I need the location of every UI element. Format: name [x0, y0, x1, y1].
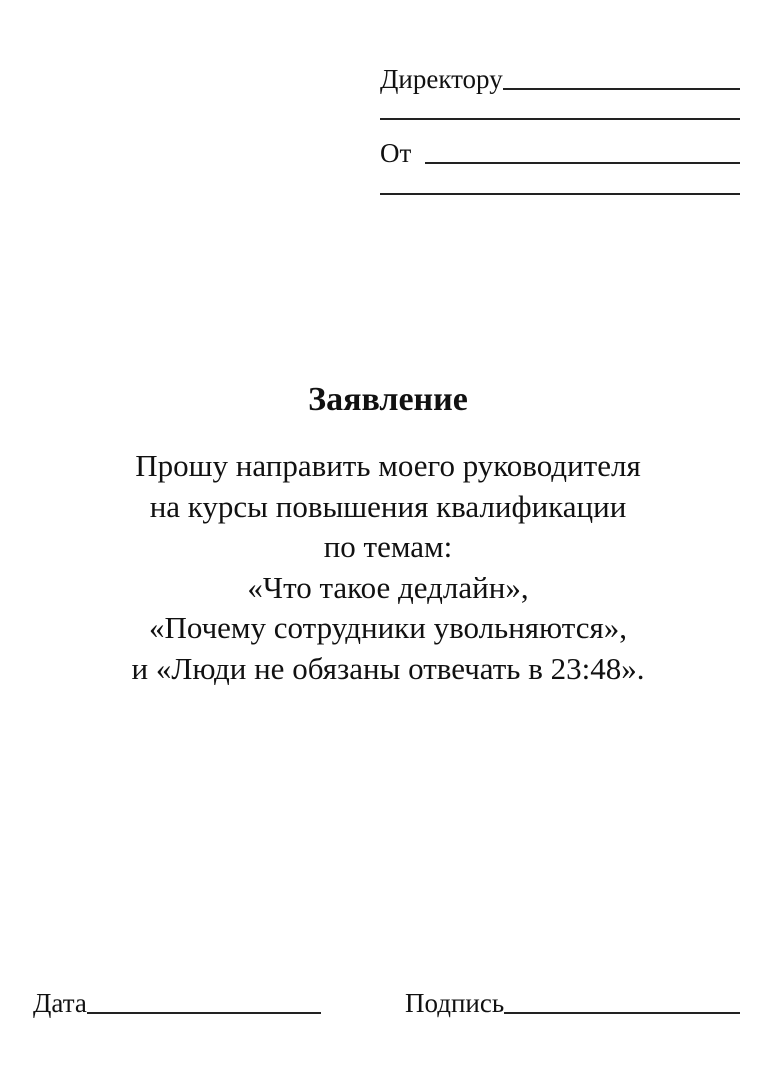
date-blank-line[interactable]: [87, 1011, 321, 1014]
date-field: [33, 982, 321, 1018]
application-body: [0, 446, 776, 689]
signature-field: [405, 982, 740, 1018]
signature-label: Подпись: [405, 988, 505, 1018]
signature-blank-line[interactable]: [504, 1011, 740, 1014]
body-line: «Почему сотрудники увольняются»,: [149, 610, 627, 645]
from-blank-line-2[interactable]: [380, 192, 740, 195]
body-line: по темам:: [323, 529, 453, 564]
from-label: От: [380, 138, 412, 168]
body-line: Прошу направить моего руководителя: [135, 448, 641, 483]
body-line: «Что такое дедлайн»,: [247, 569, 529, 605]
from-blank-line[interactable]: [425, 161, 740, 164]
director-blank-line[interactable]: [503, 87, 740, 90]
director-label: Директору: [380, 64, 503, 94]
date-label: Дата: [33, 988, 87, 1018]
director-field: [380, 58, 740, 94]
from-field: [380, 132, 740, 168]
director-blank-line-2[interactable]: [380, 117, 740, 120]
document-title: Заявление: [308, 381, 468, 418]
body-line: на курсы повышения квалификации: [149, 488, 627, 524]
body-line: и «Люди не обязаны отвечать в 23:48».: [131, 650, 645, 686]
